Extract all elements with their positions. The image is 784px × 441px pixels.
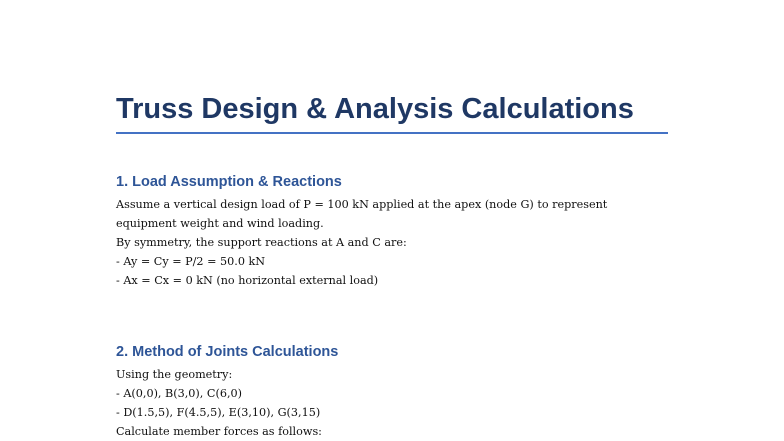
section-body	[116, 195, 607, 290]
section-body	[116, 365, 338, 441]
body-line: Assume a vertical design load of P = 100 kN applied at the apex (node G) to represent	[116, 198, 608, 211]
section-method-of-joints	[116, 342, 338, 441]
title-underline	[116, 132, 668, 134]
body-line: By symmetry, the support reactions at A and C are:	[116, 236, 407, 249]
document-content	[116, 92, 668, 438]
section-load-assumption	[116, 172, 607, 290]
section-heading: 1. Load Assumption & Reactions	[116, 174, 342, 190]
section-heading: 2. Method of Joints Calculations	[116, 344, 339, 360]
body-line: - D(1.5,5), F(4.5,5), E(3,10), G(3,15)	[116, 406, 321, 419]
body-line: Using the geometry:	[116, 368, 233, 381]
body-line: - Ay = Cy = P/2 = 50.0 kN	[116, 255, 266, 268]
body-line: equipment weight and wind loading.	[116, 217, 324, 230]
document-title: Truss Design & Analysis Calculations	[116, 93, 634, 125]
body-line: - Ax = Cx = 0 kN (no horizontal external load)	[116, 274, 379, 287]
body-line: Calculate member forces as follows:	[116, 425, 322, 438]
body-line: - A(0,0), B(3,0), C(6,0)	[116, 387, 242, 400]
